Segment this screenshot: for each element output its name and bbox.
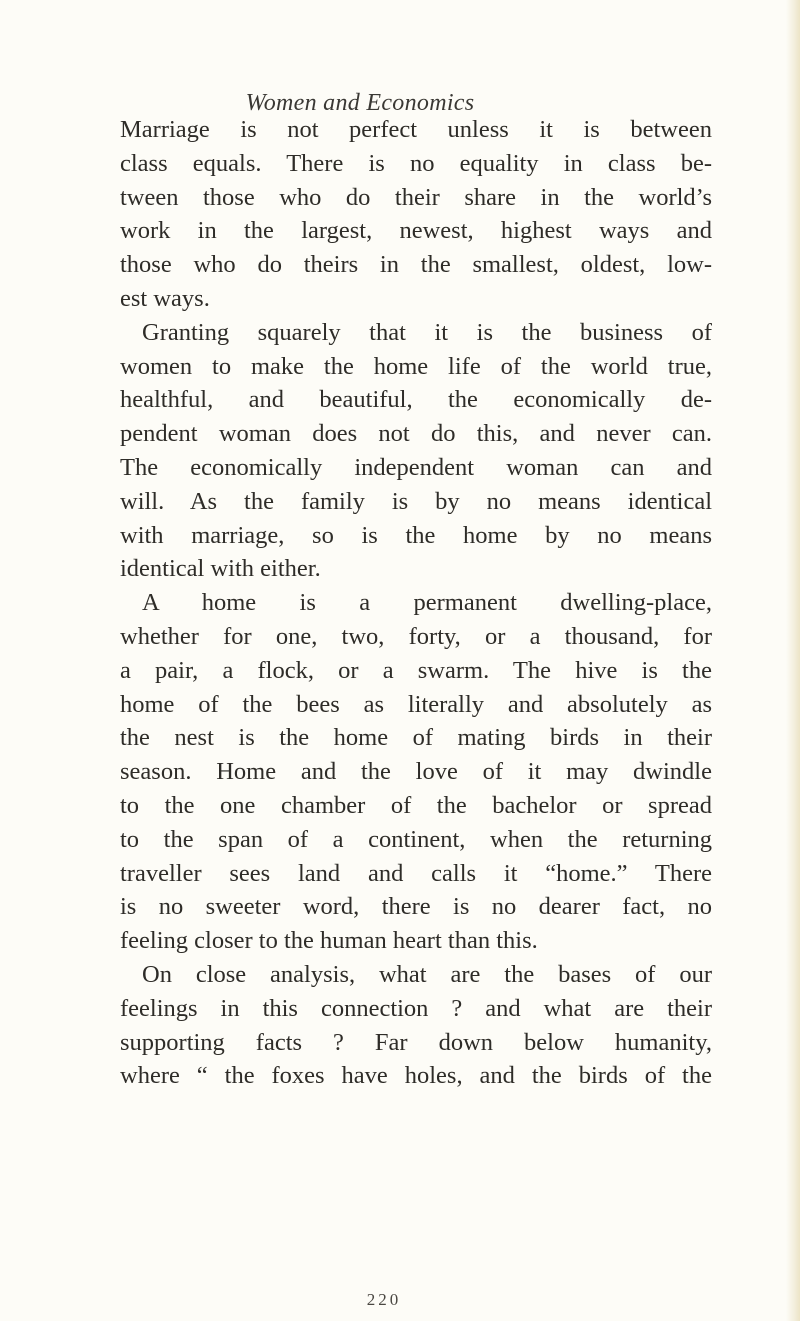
text-line: a pair, a flock, or a swarm. The hive is the	[120, 656, 712, 684]
text-line: identical with either.	[120, 555, 321, 583]
text-line: A home is a permanent dwelling-place,	[142, 589, 712, 617]
text-line: supporting facts ? Far down below humanity,	[120, 1028, 712, 1056]
body-text	[120, 113, 712, 1093]
text-line: those who do theirs in the smallest, oldest, low-	[120, 251, 712, 279]
text-line: Granting squarely that it is the business of	[142, 318, 712, 346]
text-line: tween those who do their share in the world’s	[120, 183, 712, 211]
page-edge-shadow	[786, 0, 800, 1321]
page-number: 220	[366, 1290, 402, 1309]
text-line: home of the bees as literally and absolutely as	[120, 690, 712, 718]
text-line: women to make the home life of the world true,	[120, 352, 712, 380]
text-line: class equals. There is no equality in class be-	[120, 149, 712, 177]
text-line: to the span of a continent, when the returning	[120, 825, 712, 853]
text-line: work in the largest, newest, highest ways and	[120, 217, 712, 245]
text-line: the nest is the home of mating birds in their	[120, 724, 712, 752]
text-line: with marriage, so is the home by no means	[120, 521, 712, 549]
running-head: Women and Economics	[245, 90, 475, 116]
text-line: where “ the foxes have holes, and the birds of the	[120, 1062, 712, 1090]
text-line: feelings in this connection ? and what are their	[120, 994, 712, 1022]
text-line: healthful, and beautiful, the economically de-	[120, 386, 712, 414]
text-line: season. Home and the love of it may dwindle	[120, 758, 712, 786]
text-line: will. As the family is by no means identical	[120, 487, 712, 515]
text-line: traveller sees land and calls it “home.” There	[120, 859, 712, 887]
text-line: feeling closer to the human heart than this.	[120, 927, 538, 955]
text-line: is no sweeter word, there is no dearer fact, no	[120, 893, 712, 921]
text-line: to the one chamber of the bachelor or spread	[120, 791, 712, 819]
text-line: On close analysis, what are the bases of our	[142, 960, 712, 988]
text-line: pendent woman does not do this, and never can.	[120, 420, 712, 448]
text-line: The economically independent woman can and	[120, 453, 712, 481]
text-line: whether for one, two, forty, or a thousand, for	[120, 622, 712, 650]
text-line: Marriage is not perfect unless it is between	[120, 116, 712, 143]
text-line: est ways.	[120, 284, 210, 312]
